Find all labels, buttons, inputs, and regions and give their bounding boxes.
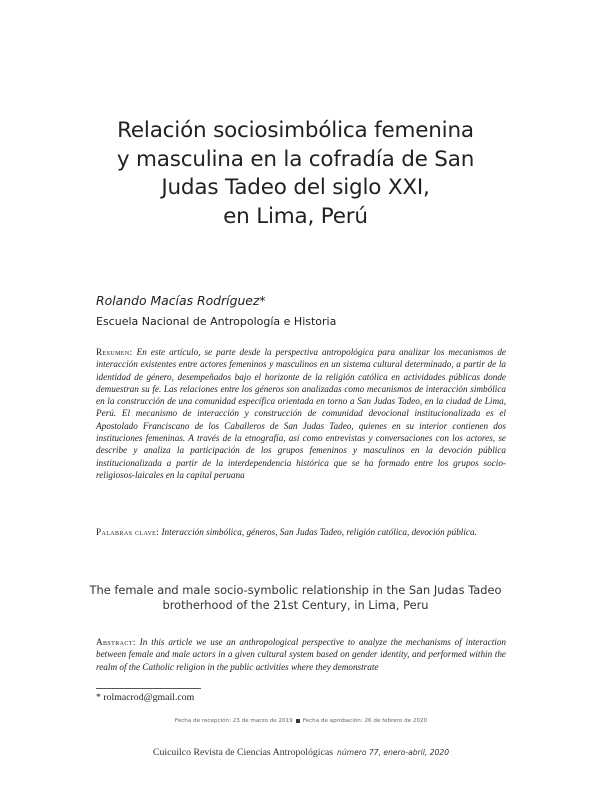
keywords-text: Interacción simbólica, géneros, San Judas Tadeo, religión católica, devoción pública.	[161, 527, 477, 537]
english-title	[80, 583, 511, 612]
english-title-line: The female and male socio-symbolic relationship in the San Judas Tadeo	[89, 583, 502, 597]
footnote-divider	[96, 688, 201, 689]
title-line: y masculina en la cofradía de San	[116, 146, 475, 172]
english-title-line: brotherhood of the 21st Century, in Lima, Peru	[162, 597, 429, 612]
keywords-label: Palabras clave:	[96, 527, 160, 537]
title-line: en Lima, Perú	[223, 203, 368, 229]
journal-footer	[96, 742, 506, 760]
abstract-label: Abstract:	[96, 637, 136, 647]
title-line: Relación sociosimbólica femenina	[117, 118, 474, 143]
title-line: Judas Tadeo del siglo XXI,	[161, 175, 430, 200]
keywords-section	[96, 526, 506, 538]
footnote-email: * rolmacrod@gmail.com	[96, 692, 195, 703]
article-title	[80, 117, 511, 231]
resumen-label: Resumen:	[96, 347, 133, 357]
submission-dates	[96, 718, 506, 724]
received-date: Fecha de recepción: 23 de marzo de 2019	[174, 718, 293, 724]
separator-square-icon	[296, 719, 300, 723]
resumen-section	[96, 346, 506, 481]
abstract-text: In this article we use an anthropological perspective to analyze the mechanisms of interaction between female and male actors in a given cultural system based on gender identity, and performed within the realm of the Catholic religion in the public activities where they demonstrate	[96, 637, 507, 672]
author-name: Rolando Macías Rodríguez*	[96, 293, 266, 308]
approved-date: Fecha de aprobación: 26 de febrero de 2020	[302, 718, 428, 724]
journal-name: Cuicuilco Revista de Ciencias Antropológicas	[152, 747, 334, 758]
journal-issue: número 77, enero-abril, 2020	[337, 748, 450, 757]
abstract-section	[96, 636, 506, 673]
resumen-text: En este artículo, se parte desde la perspectiva antropológica para analizar los mecanismos de interacción existentes entre actores femeninos y masculinos en un sistema cultural determinado, a partir de la identidad de género, desempeñados bajo el horizonte de la religión católica en actividades públicas donde demuestran su fe. Las relaciones entre los géneros son analizadas como mecanismos de interacción simbólica en la construcción de una comunidad específica orientada en torno a San Judas Tadeo, en la ciudad de Lima, Perú. El mecanismo de interacción y construcción de comunidad devocional institucionalizada es el Apostolado Franciscano de los Caballeros de San Judas Tadeo, quienes en su interior contienen dos instituciones femeninas. A través de la etnografía, así como entrevistas y conversaciones con los actores, se describe y analiza la participación de los grupos femeninos y masculinos en la devoción pública institucionalizada a partir de la interdependencia histórica que se ha formado entre los grupos socio-religiosos-laicales en la capital peruana	[96, 347, 507, 480]
author-affiliation: Escuela Nacional de Antropología e Historia	[96, 315, 337, 328]
